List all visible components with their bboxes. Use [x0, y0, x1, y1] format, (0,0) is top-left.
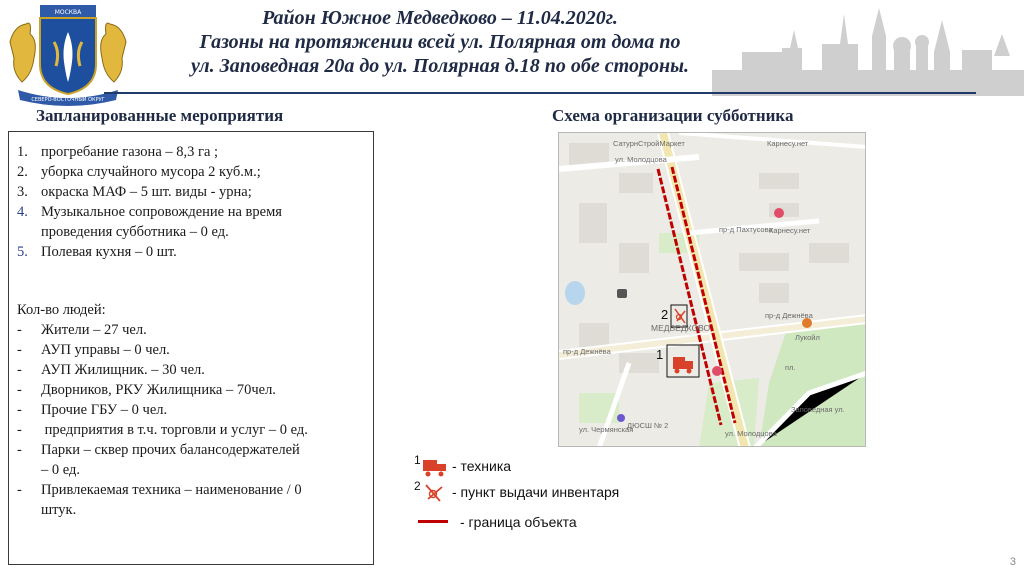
list-item-text: окраска МАФ – 5 шт. виды - урна;	[41, 184, 252, 200]
people-item: - Прочие ГБУ – 0 чел.	[17, 402, 168, 418]
legend-text: - пункт выдачи инвентаря	[452, 484, 620, 500]
people-item: - Жители – 27 чел.	[17, 322, 147, 338]
map-drawing	[559, 133, 866, 447]
legend-item-equipment	[414, 455, 744, 479]
legend-item-inventory	[414, 481, 744, 505]
emblem-ribbon-text: СЕВЕРО-ВОСТОЧНЫЙ ОКРУГ	[31, 97, 105, 103]
list-item	[17, 202, 365, 242]
list-item-number: 4.	[17, 204, 28, 220]
map-marker-1: 1	[656, 347, 664, 362]
people-count-heading: Кол-во людей:	[17, 302, 106, 318]
map-marker-2: 2	[661, 307, 669, 322]
people-item: - Парки – сквер прочих балансодержателей – 0 ед.	[17, 442, 300, 478]
map-label-saturn: СатурнСтройМаркет	[613, 139, 685, 148]
legend-number: 2	[414, 479, 421, 493]
kremlin-skyline-decoration	[712, 0, 1024, 96]
list-item-text-continued: проведения субботника – 0 ед.	[41, 224, 229, 240]
list-item	[17, 142, 365, 162]
map-label-lukoil: Лукойл	[795, 333, 820, 342]
boundary-line-sample	[418, 520, 448, 523]
page-number: 3	[1009, 556, 1016, 568]
map-label-karnesy-mid: Карнесу.нет	[769, 226, 811, 235]
district-emblem	[4, 2, 132, 106]
rake-icon	[422, 483, 448, 503]
people-item: - АУП управы – 0 чел.	[17, 342, 170, 358]
map-label-molodtsova-bottom: ул. Молодцова	[725, 429, 777, 438]
header-line-2: Газоны на протяжении всей ул. Полярная от дома по	[199, 31, 681, 53]
legend-item-boundary	[414, 511, 744, 535]
people-item: - Дворников, РКУ Жилищника – 70чел.	[17, 382, 276, 398]
planned-activities-title: Запланированные мероприятия	[36, 106, 284, 125]
list-item	[17, 182, 365, 202]
map-label-molodtsova-top: ул. Молодцова	[615, 155, 667, 164]
slide-header	[140, 6, 740, 78]
list-item-text: уборка случайного мусора 2 куб.м.;	[41, 164, 261, 180]
list-item-text: прогребание газона – 8,3 га ;	[41, 144, 219, 160]
activities-panel	[8, 131, 374, 565]
header-divider	[104, 92, 976, 94]
list-item-text: Полевая кухня – 0 шт.	[41, 244, 177, 260]
list-item-number: 1.	[17, 144, 28, 160]
map-label-dyussh: ДЮСШ № 2	[627, 421, 669, 430]
map-label-pakhtusova: пр-д Пахтусова	[719, 225, 773, 234]
list-item-number: 5.	[17, 244, 28, 260]
list-item-text: Музыкальное сопровождение на время	[41, 204, 282, 220]
map-label-dezhneva-right: пр-д Дежнёва	[765, 311, 813, 320]
activities-list	[17, 142, 365, 262]
people-item: - Привлекаемая техника – наименование / 0 штук.	[17, 482, 302, 518]
people-item: - предприятия в т.ч. торговли и услуг – 0 ед.	[17, 422, 308, 438]
header-line-3: ул. Заповедная 20а до ул. Полярная д.18 по обе стороны.	[191, 55, 689, 77]
map-label-medvedkovo: МЕДВЕДКОВО	[651, 323, 711, 333]
legend-text: - граница объекта	[460, 514, 577, 530]
subbotnik-scheme-map	[558, 132, 866, 447]
emblem-banner-text: МОСКВА	[54, 9, 82, 16]
map-label-pl: пл.	[785, 363, 796, 372]
people-list	[17, 320, 365, 520]
list-item-number: 3.	[17, 184, 28, 200]
truck-icon	[422, 457, 448, 477]
legend-text: - техника	[452, 458, 512, 474]
map-label-karnesy-top: Карнесу.нет	[767, 139, 809, 148]
people-item: - АУП Жилищник. – 30 чел.	[17, 362, 205, 378]
list-item	[17, 162, 365, 182]
legend-number: 1	[414, 453, 421, 467]
header-line-1: Район Южное Медведково – 11.04.2020г.	[262, 7, 618, 29]
map-label-dezhneva-left: пр-д Дежнёва	[563, 347, 611, 356]
list-item-number: 2.	[17, 164, 28, 180]
list-item	[17, 242, 365, 262]
map-label-zapovednaya: Заповедная ул.	[791, 405, 845, 414]
map-label-chermyanskaya: ул. Чермянская	[579, 425, 634, 434]
scheme-title: Схема организации субботника	[552, 106, 794, 125]
